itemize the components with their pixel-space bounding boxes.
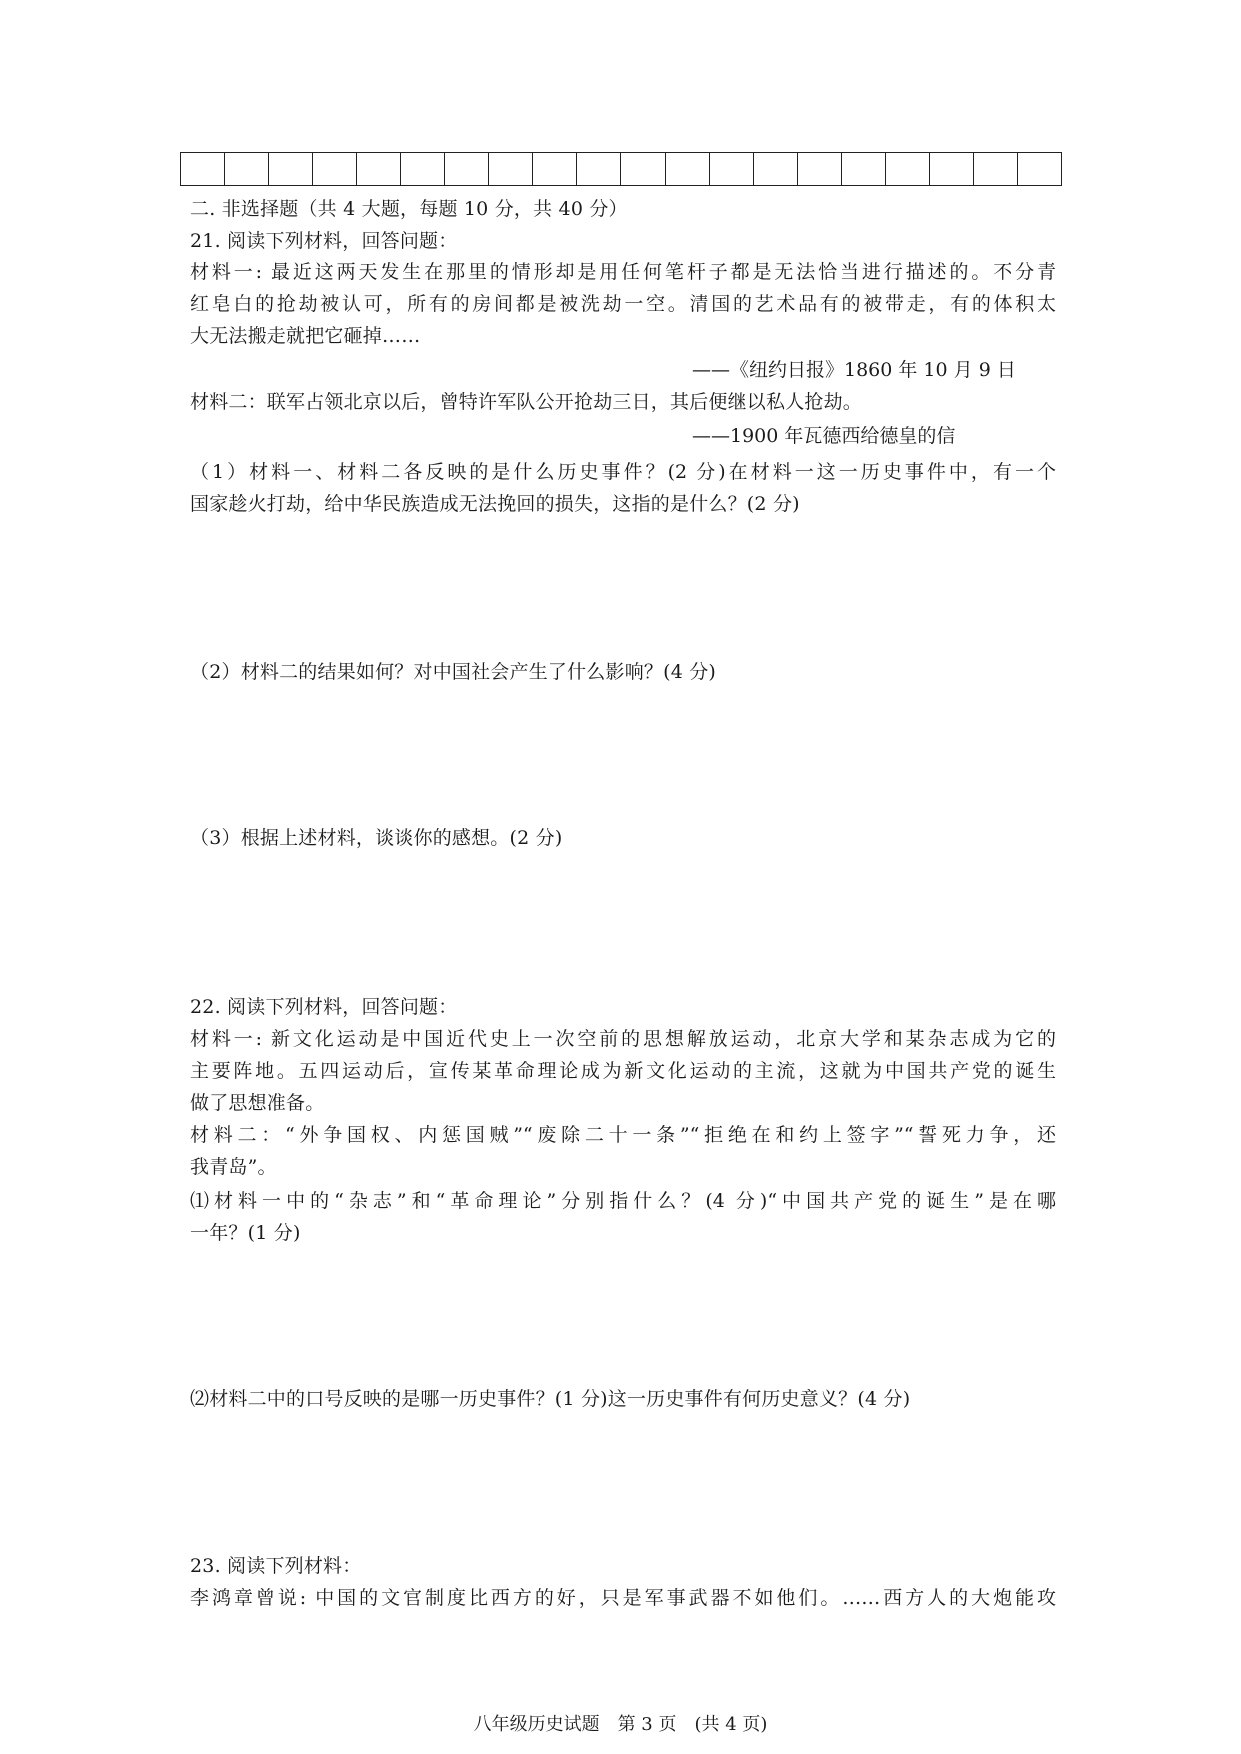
q21-sub3: （3）根据上述材料，谈谈你的感想。(2 分) [190,827,563,849]
q22-sub1-line: ⑴材料一中的“杂志”和“革命理论”分别指什么？(4 分)“中国共产党的诞生”是在哪 [190,1190,1056,1212]
q22-prompt: 22. 阅读下列材料，回答问题： [190,996,458,1018]
q21-sub1-line: （1）材料一、材料二各反映的是什么历史事件？(2 分)在材料一这一历史事件中，有一个 [190,461,1056,483]
answer-grid-cell [445,153,489,186]
answer-grid-cell [357,153,401,186]
answer-grid-cell [181,153,225,186]
q22-material1-line: 做了思想准备。 [190,1092,325,1114]
q21-sub1-line: 国家趁火打劫，给中华民族造成无法挽回的损失，这指的是什么？(2 分) [190,493,800,515]
q21-material1-line: 红皂白的抢劫被认可，所有的房间都是被洗劫一空。清国的艺术品有的被带走，有的体积太 [190,293,1056,315]
q21-sub2: （2）材料二的结果如何？对中国社会产生了什么影响？(4 分) [190,661,717,683]
answer-grid-cell [313,153,357,186]
answer-grid-cell [973,153,1017,186]
answer-grid-cell [489,153,533,186]
q22-sub1-line: 一年？(1 分) [190,1222,301,1244]
q21-material1-source: ——《纽约日报》1860 年 10 月 9 日 [692,359,1016,381]
q21-material1-line: 大无法搬走就把它砸掉…… [190,325,421,347]
answer-grid-cell [621,153,665,186]
page-footer: 八年级历史试题 第 3 页 (共 4 页) [473,1714,768,1735]
answer-grid-cell [709,153,753,186]
q21-material2-source: ——1900 年瓦德西给德皇的信 [692,425,956,447]
answer-grid-cell [401,153,445,186]
answer-grid-cell [225,153,269,186]
answer-grid-row [181,153,1062,186]
answer-grid-cell [929,153,973,186]
q22-sub2: ⑵材料二中的口号反映的是哪一历史事件？(1 分)这一历史事件有何历史意义？(4 分) [190,1388,911,1410]
answer-grid-cell [885,153,929,186]
answer-grid [180,152,1062,186]
q21-material2: 材料二：联军占领北京以后，曾特许军队公开抢劫三日，其后便继以私人抢劫。 [190,391,863,413]
q22-material1-line: 主要阵地。五四运动后，宣传某革命理论成为新文化运动的主流，这就为中国共产党的诞生 [190,1060,1056,1082]
answer-grid-cell [797,153,841,186]
answer-grid-cell [665,153,709,186]
answer-grid-cell [533,153,577,186]
q23-material-line: 李鸿章曾说: 中国的文官制度比西方的好，只是军事武器不如他们。……西方人的大炮能攻 [190,1587,1056,1609]
answer-grid-cell [753,153,797,186]
q22-material1-line: 材料一: 新文化运动是中国近代史上一次空前的思想解放运动，北京大学和某杂志成为它的 [190,1028,1056,1050]
answer-grid-cell [269,153,313,186]
q21-prompt: 21. 阅读下列材料，回答问题： [190,230,458,252]
q22-material2-line: 材料二：“外争国权、内惩国贼”“废除二十一条”“拒绝在和约上签字”“誓死力争，还 [190,1124,1056,1146]
q22-material2-line: 我青岛”。 [190,1156,277,1178]
answer-grid-cell [577,153,621,186]
section-heading: 二. 非选择题（共 4 大题，每题 10 分，共 40 分） [190,198,628,220]
answer-grid-cell [841,153,885,186]
q23-prompt: 23. 阅读下列材料： [190,1555,362,1577]
answer-grid-cell [1017,153,1061,186]
q21-material1-line: 材料一: 最近这两天发生在那里的情形却是用任何笔杆子都是无法恰当进行描述的。不分青 [190,261,1056,283]
